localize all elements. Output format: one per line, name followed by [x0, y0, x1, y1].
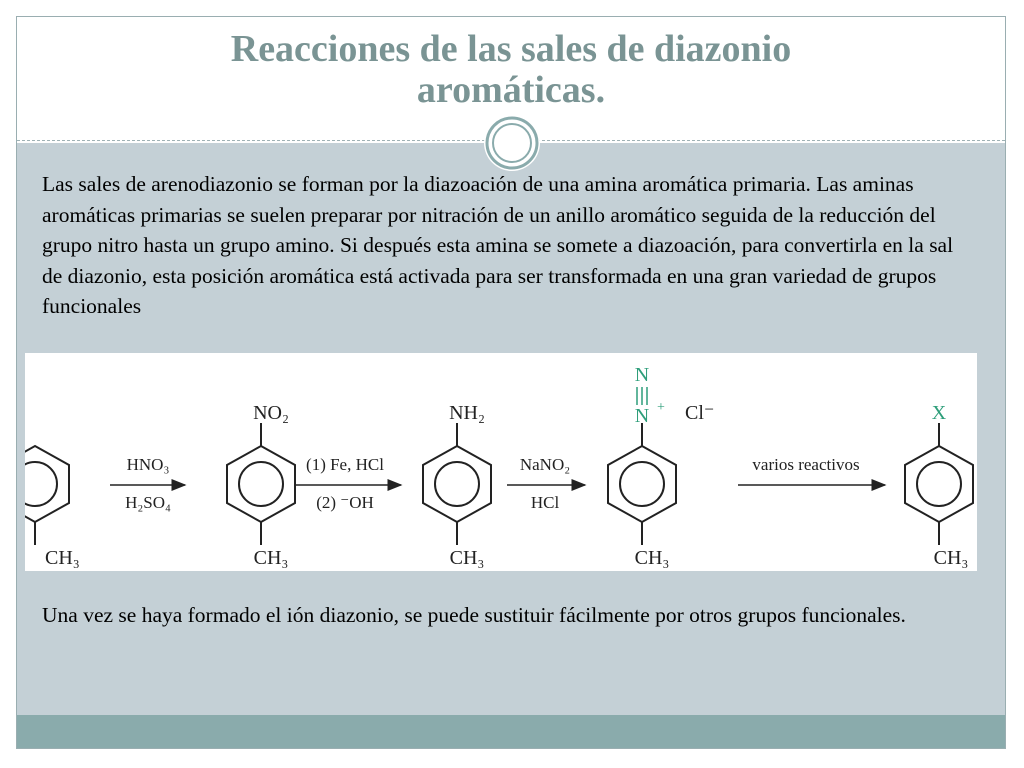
- toluene-methyl-label: CH₃: [45, 547, 80, 569]
- step3-reagent-top: NaNO₂: [519, 455, 571, 474]
- step1-reagent-bottom: H₂SO₄: [125, 493, 171, 512]
- slide: [16, 16, 1006, 749]
- product-methyl-label: CH₃: [933, 547, 969, 569]
- intro-paragraph: Las sales de arenodiazonio se forman por la diazoación de una amina aromática primaria. Las aminas aromáticas primarias se suelen preparar por nitración de un anillo aromático seguida de la reducción del grupo nitro hasta un grupo amino. Si después esta amina se somete a diazoación, para convertirla en la sal de diazonio, esta posición aromática está activada para ser transformada en una gran variedad de grupos funcionales: [42, 172, 954, 318]
- step2-reagent-bottom: (2) ⁻OH: [316, 493, 374, 512]
- step1-reagent-top: HNO₃: [126, 455, 170, 474]
- slide-title-line-2: aromáticas.: [416, 69, 606, 111]
- nitro-group-label: NO₂: [253, 402, 289, 424]
- step4-reagent-top: varios reactivos: [752, 455, 860, 474]
- benzene-ring-icon: [423, 423, 491, 545]
- toluidine-methyl-label: CH₃: [449, 547, 485, 569]
- double-ring-circle-icon: [484, 115, 540, 171]
- benzene-ring-icon: [608, 423, 676, 545]
- benzene-ring-icon: [227, 423, 295, 545]
- triple-bond-icon: [637, 387, 647, 405]
- benzene-ring-icon: [25, 446, 69, 545]
- slide-title-line-1: Reacciones de las sales de diazonio: [230, 28, 792, 70]
- benzene-ring-icon: [905, 423, 973, 545]
- amino-group-label: NH₂: [449, 402, 485, 424]
- nitrotoluene-methyl-label: CH₃: [253, 547, 289, 569]
- diazo-terminal-nitrogen: N: [634, 364, 650, 386]
- footer-bar: [17, 715, 1005, 749]
- diazo-positive-charge: +: [657, 400, 665, 415]
- diazonium-methyl-label: CH₃: [634, 547, 670, 569]
- closing-paragraph: Una vez se haya formado el ión diazonio, se puede sustituir fácilmente por otros grupos funcionales.: [42, 603, 906, 627]
- step3-reagent-bottom: HCl: [530, 493, 560, 512]
- slide-title: [57, 29, 965, 111]
- diazo-inner-nitrogen: N: [634, 405, 650, 427]
- step2-reagent-top: (1) Fe, HCl: [306, 455, 384, 474]
- product-x-group-label: X: [931, 402, 947, 424]
- reaction-scheme: [25, 353, 977, 571]
- chloride-counterion-label: Cl⁻: [685, 402, 715, 424]
